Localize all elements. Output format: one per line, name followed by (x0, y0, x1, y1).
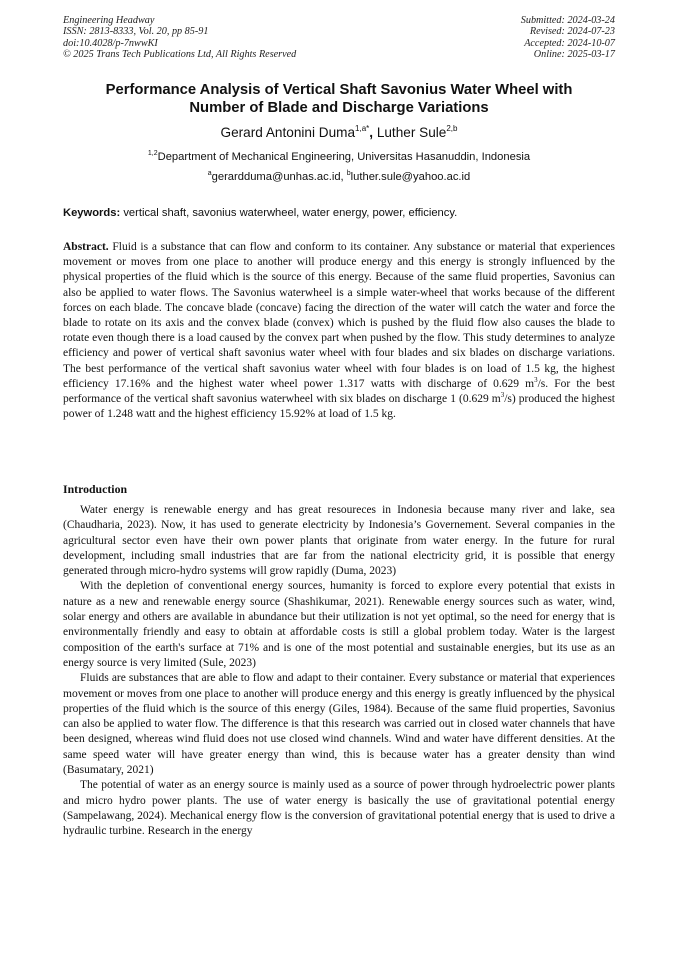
journal-name: Engineering Headway (63, 15, 155, 26)
paper-title (63, 81, 615, 117)
abstract-superscript-1: 3 (534, 375, 538, 384)
author-1-name: Gerard Antonini Duma (220, 125, 356, 140)
introduction-body (63, 503, 615, 840)
journal-dates-right (521, 15, 615, 61)
author-emails (63, 170, 615, 184)
abstract-text-3: /s) produced the highest power of 1.248 watt and the highest efficiency 15.92% at load of 1.5 kg. (63, 393, 615, 421)
journal-info-left (63, 15, 296, 61)
introduction-paragraph-3: Fluids are substances that are able to flow and adapt to their container. Every substance or material that experiences movement or moves from one place to another will produce energy and this energy is greatly influenced by the physical properties of the fluid which is the source of this energy (Giles, 1984). Because of the same fluid properties, Savonius can also be applied to water flow. The difference is that this research was carried out in closed water channels that have been designed, whereas wind fluid does not use closed wind channels. Wind and water have different densities. At the same speed water will have greater energy than wind, this is because water has a greater density than wind (Basumatary, 2021) (63, 672, 615, 777)
date-submitted: Submitted: 2024-03-24 (520, 15, 615, 26)
paper-title-line-1: Performance Analysis of Vertical Shaft Savonius Water Wheel with (105, 82, 573, 98)
date-accepted: Accepted: 2024-10-07 (524, 37, 615, 49)
author-separator: , (369, 125, 377, 140)
date-online: Online: 2025-03-17 (533, 49, 615, 61)
abstract-text-2: /s. For the best performance of the vertical shaft savonius waterwheel with six blades on discharge 1 (0.629 m (63, 377, 615, 406)
author-list (63, 124, 615, 141)
introduction-paragraph-2: With the depletion of conventional energy sources, humanity is forced to explore every potential that exists in nature as a new and renewable energy source (Shashikumar, 2021). Renewable energy sources such as water, wind, solar energy and others are available in abundance but their utilization is not yet optimal, so the need for energy that is environmentally friendly and easy to obtain at affordable costs is still a global problem today. Water is the largest composition of the earth's surface at 71% and is one of the most potential and sustainable energies, but its use as an energy source is very limited (Sule, 2023) (63, 580, 615, 669)
abstract-label: Abstract. (63, 241, 109, 253)
introduction-paragraph-1: Water energy is renewable energy and has great resoureces in Indonesia because many river and lake, sea (Chaudharia, 2023). Now, it has used to generate electricity by Indonesia’s Governement. Several companies in the agricultural sector even have their own power plants that originate from water energy. In the future for rural development, including small industries that are far from the national electricity grid, it is possible that energy generated through micro-hydro systems will grow rapidly (Duma, 2023) (63, 504, 615, 578)
journal-issn: ISSN: 2813-8333, Vol. 20, pp 85-91 (63, 26, 209, 38)
affiliation-text: Department of Mechanical Engineering, Universitas Hasanuddin, Indonesia (157, 151, 531, 163)
author-2-affiliation-mark: 2,b (446, 124, 458, 133)
affiliation (63, 150, 615, 164)
author-1-affiliation-mark: 1,a* (355, 124, 370, 133)
abstract-text-1: Fluid is a substance that can flow and conform to its container. Any substance or material that experiences movement or moves from one place to another will produce energy and this energy is strongly influenced by the physical properties of the fluid which is the source of this energy. Because of the same fluid properties, Savonius can also be applied to water flows. The Savonius waterwheel is a simple water-wheel that works because of the different forces on each blade. The concave blade (concave) facing the direction of the water will catch the water and force the blade to rotate on its axis and the convex blade (convex) which is pushed by the fluid flow also causes the blade to rotate even though there is a load caused by the convex part when pushed by the flow. This study determines to analyze efficiency and power of vertical shaft savonius water wheel with four blades and six blades on discharge variations. The best performance of the vertical shaft savonius water wheel with four blades is on load of 1.5 kg, the highest efficiency 17.16% and the highest water wheel power 1.317 watts with discharge of 0.629 m (63, 241, 615, 390)
introduction-paragraph-4: The potential of water as an energy source is mainly used as a source of power through hydroelectric power plants and micro hydro power plants. The use of water energy is basically the use of gravitational potential energy (Sampelawang, 2024). Mechanical energy flow is the conversion of gravitational potential energy that is used to drive a hydraulic turbine. Research in the energy (63, 779, 615, 838)
abstract (63, 240, 615, 422)
email-separator: , (340, 171, 347, 183)
keywords (63, 206, 615, 220)
affiliation-mark: 1,2 (147, 150, 158, 157)
keywords-text: vertical shaft, savonius waterwheel, water energy, power, efficiency. (123, 207, 458, 219)
introduction-heading: Introduction (63, 482, 128, 496)
keywords-label: Keywords: (63, 207, 121, 219)
journal-doi[interactable]: doi:10.4028/p-7nwwKI (63, 37, 158, 49)
email-a-mark: a (207, 170, 212, 177)
email-b[interactable]: luther.sule@yahoo.ac.id (350, 171, 471, 183)
date-revised: Revised: 2024-07-23 (529, 26, 615, 38)
email-b-mark: b (346, 170, 351, 177)
author-2-name: Luther Sule (376, 125, 447, 140)
email-a[interactable]: gerardduma@unhas.ac.id (211, 171, 341, 183)
paper-title-line-2: Number of Blade and Discharge Variations (189, 100, 489, 116)
journal-copyright: © 2025 Trans Tech Publications Ltd, All Rights Reserved (63, 49, 297, 61)
abstract-superscript-2: 3 (500, 391, 505, 400)
